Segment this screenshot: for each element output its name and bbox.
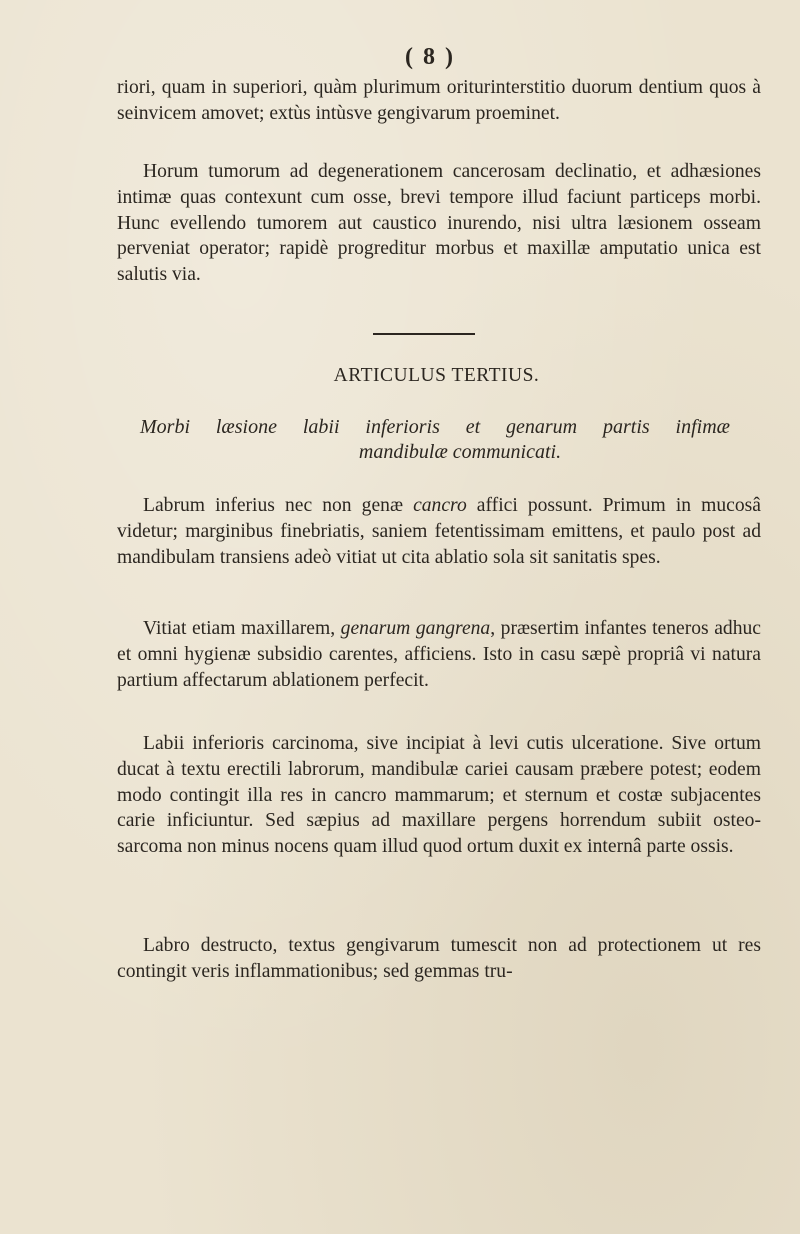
paragraph-text: , præsertim infantes teneros adhuc et omni hygienæ subsidio carentes, afficiens. Isto in casu sæpè propriâ vi natura partium affectarum ablationem perfecit.: [117, 618, 761, 691]
paragraph-gangrene: [117, 616, 761, 693]
paragraph-text: Labro destructo, textus gengivarum tumescit non ad protectionem ut res contingit veris inflammationibus; sed gemmas tru-: [117, 935, 761, 982]
section-divider: [373, 333, 475, 335]
section-subtitle: [140, 415, 730, 465]
section-subtitle-line-2: mandibulæ communicati.: [358, 441, 562, 463]
paragraph-text: Horum tumorum ad degenerationem cancerosam declinatio, et adhæsiones intimæ quas contexunt cum osse, brevi tempore illud faciunt particeps morbi. Hunc evellendo tumorem aut caustico inurendo, nisi ultra læsionem osseam perveniat operator; rapidè progreditur morbus et maxillæ amputatio unica est salutis via.: [117, 161, 761, 286]
paragraph-text: affici possunt. Primum in mucosâ videtur; marginibus finebriatis, saniem fetentissimam emittens, et paulo post ad mandibulam transiens adeò vitiat ut cita ablatio sola sit sanitatis spes.: [117, 495, 761, 568]
paragraph-text: Vitiat etiam maxillarem,: [143, 618, 341, 639]
paragraph-tumor-degeneration: [117, 159, 761, 288]
paragraph-cancer-lip: [117, 493, 761, 570]
page-number: ( 8 ): [405, 44, 455, 70]
italic-term: cancro: [413, 495, 467, 516]
section-subtitle-line-1: Morbi læsione labii inferioris et genarum partis infimæ: [140, 416, 730, 438]
paragraph-text: Labrum inferius nec non genæ: [143, 495, 414, 516]
paragraph-lip-destroyed: [117, 933, 761, 985]
paragraph-carcinoma: [117, 731, 761, 860]
paragraph-text: Labii inferioris carcinoma, sive incipiat à levi cutis ulceratione. Sive ortum ducat à textu erectili labrorum, mandibulæ cariei causam præbere potest; eodem modo contingit illa res in cancro mammarum; et sternum et costæ subjacentes carie inficiuntur. Sed sæpius ad maxillare pergens horrendum subiit osteo-sarcoma non minus nocens quam illud quod ortum duxit ex internâ parte ossis.: [117, 733, 761, 858]
paragraph-text: riori, quam in superiori, quàm plurimum oriturinterstitio duorum dentium quos à seinvicem amovet; extùs intùsve gengivarum proeminet.: [117, 77, 761, 124]
paragraph-continuation: [117, 75, 761, 127]
section-heading: ARTICULUS TERTIUS.: [333, 365, 540, 386]
italic-term: genarum gangrena: [340, 618, 491, 639]
